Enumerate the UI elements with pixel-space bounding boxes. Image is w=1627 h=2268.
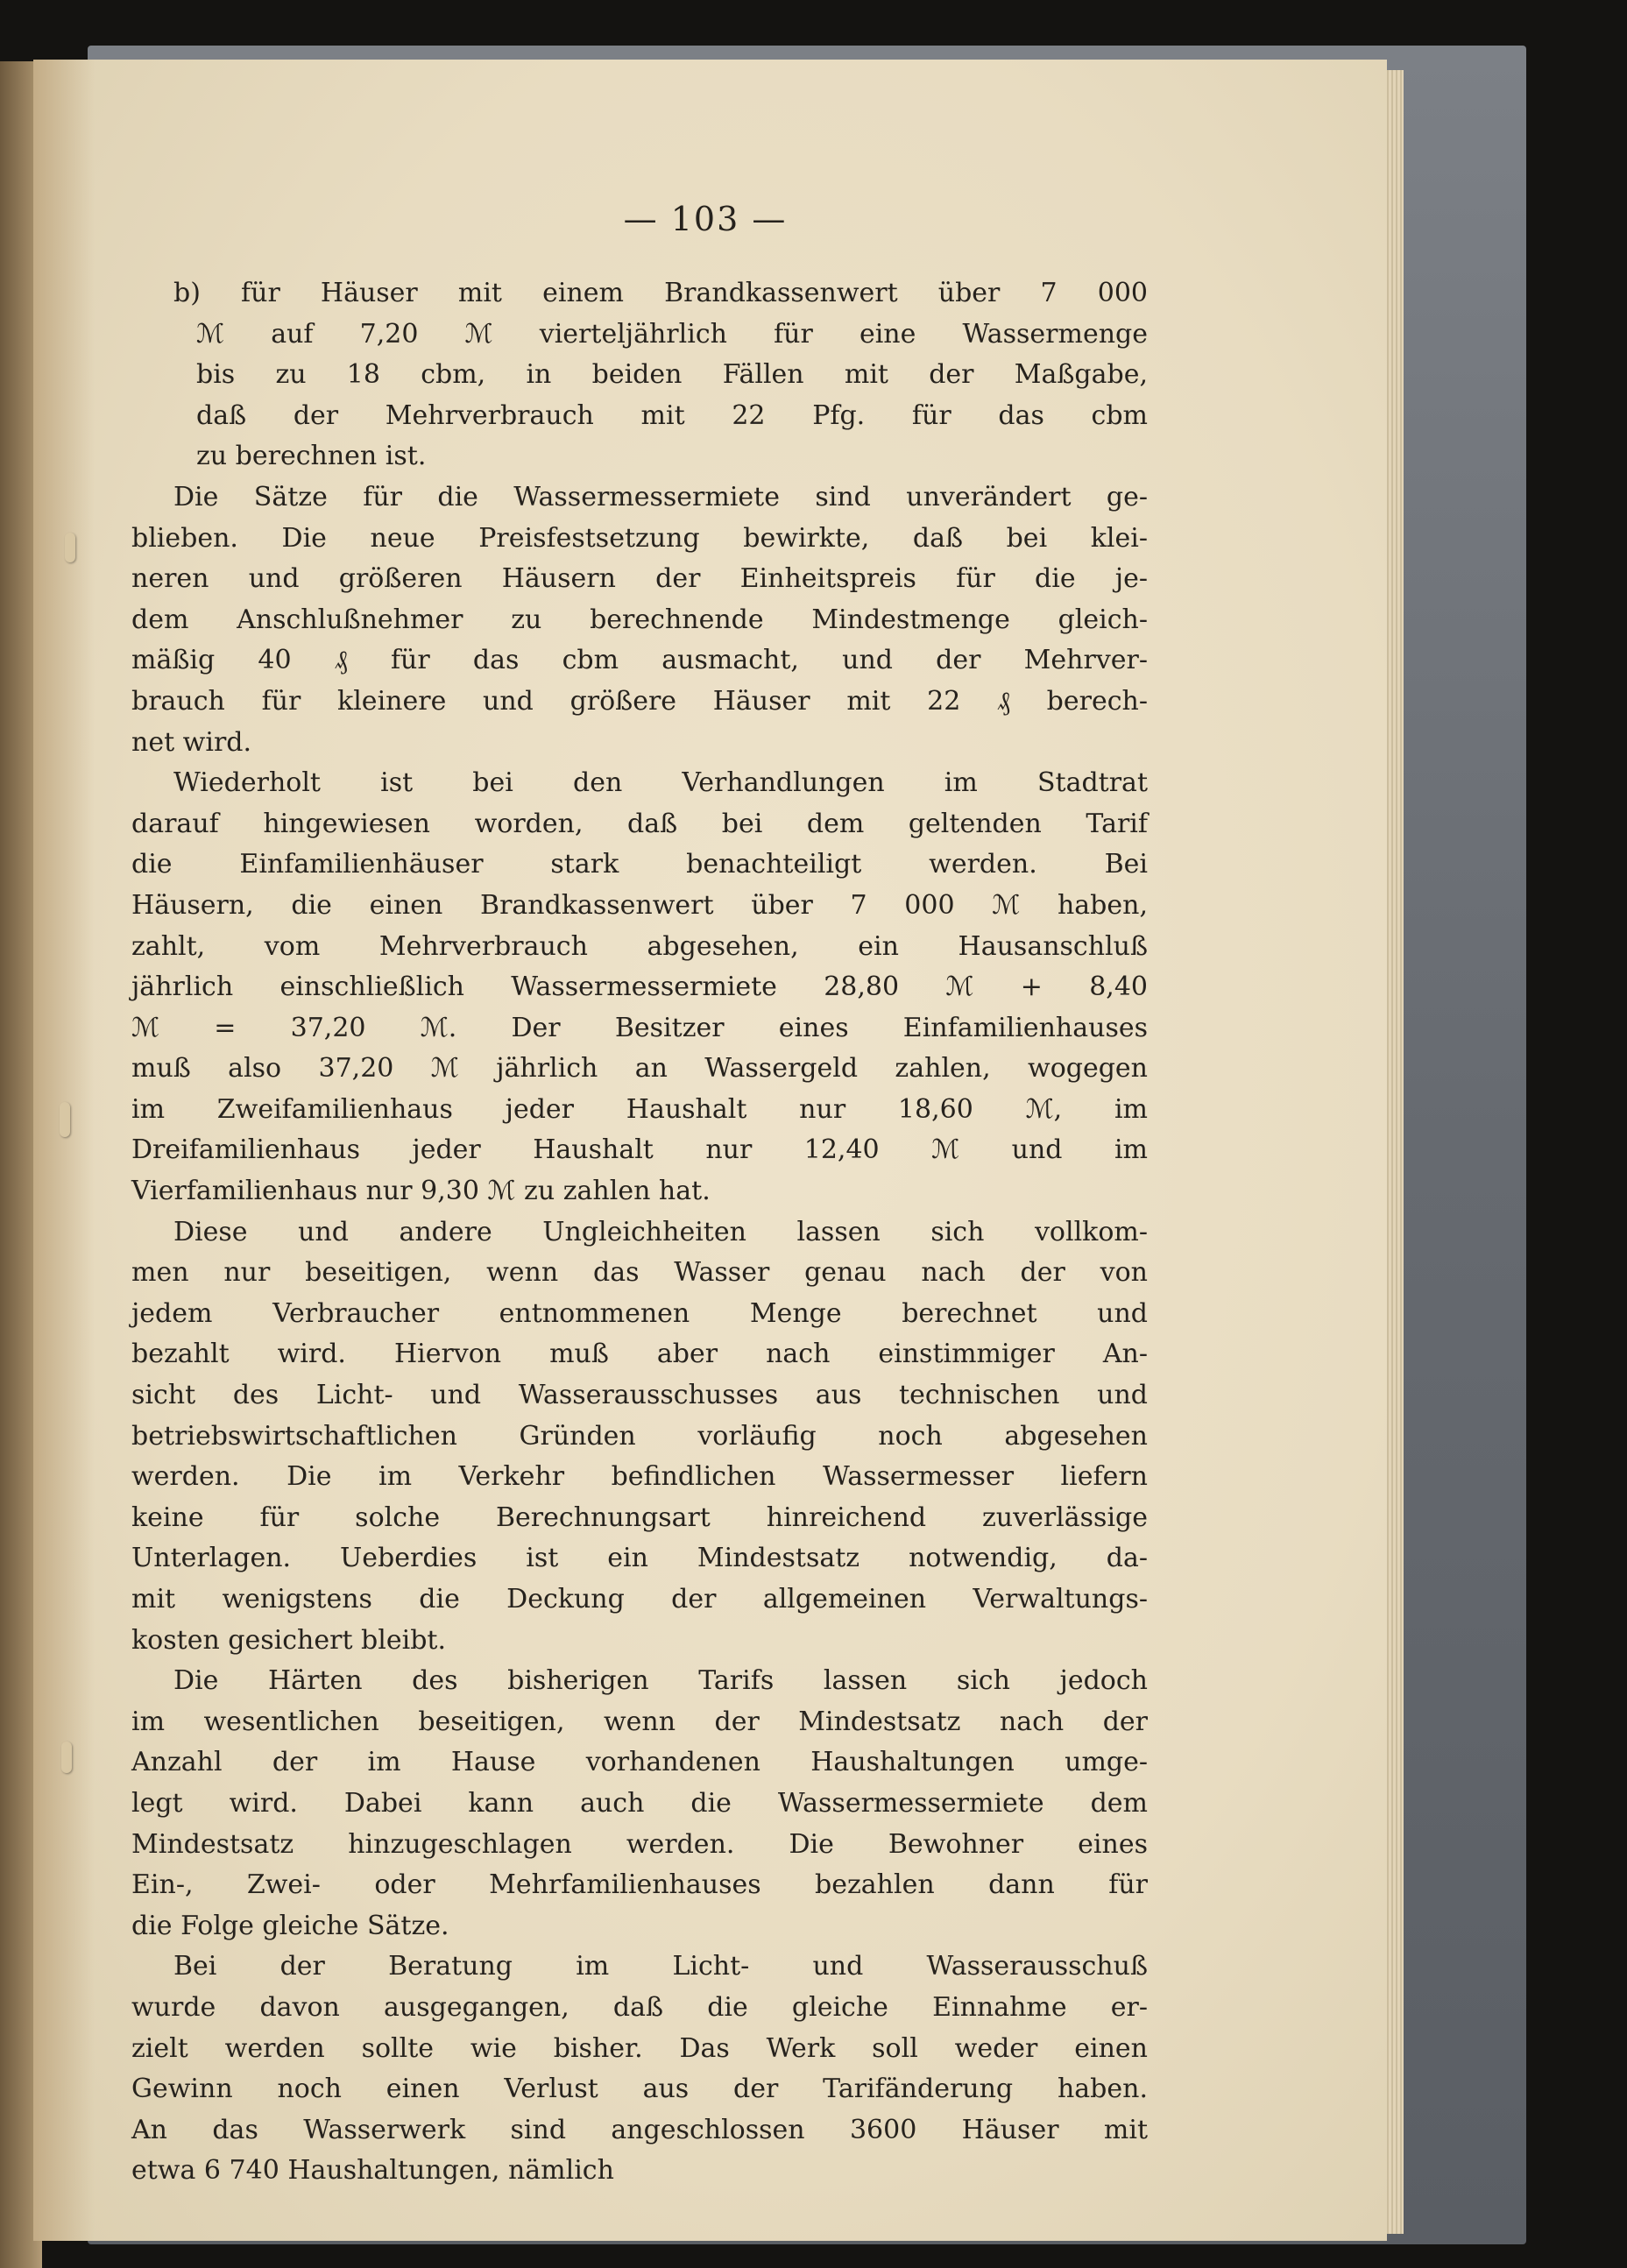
text-line: jedem Verbraucher entnommenen Menge berechnet und bbox=[131, 1297, 1148, 1329]
text-line: daß der Mehrverbrauch mit 22 Pfg. für das cbm bbox=[196, 399, 1148, 431]
paper-tab bbox=[61, 1742, 72, 1773]
paper-tab bbox=[65, 533, 75, 562]
text-line: bezahlt wird. Hiervon muß aber nach einstimmiger An- bbox=[131, 1339, 1148, 1370]
text-line: b) für Häuser mit einem Brandkassenwert über 7 000 bbox=[173, 278, 1148, 308]
text-line: zielt werden sollte wie bisher. Das Werk soll weder einen bbox=[131, 2032, 1148, 2064]
text-line: net wird. bbox=[131, 726, 252, 758]
text-line: Ein-, Zwei- oder Mehrfamilienhauses bezahlen dann für bbox=[131, 1869, 1148, 1901]
text-line: neren und größeren Häusern der Einheitspreis für die je- bbox=[131, 563, 1148, 595]
text-line: Unterlagen. Ueberdies ist ein Mindestsatz notwendig, da- bbox=[131, 1543, 1148, 1574]
text-line: die Einfamilienhäuser stark benachteiligt werden. Bei bbox=[131, 849, 1148, 880]
text-line: An das Wasserwerk sind angeschlossen 3600 Häuser mit bbox=[131, 2114, 1148, 2145]
text-line: keine für solche Berechnungsart hinreichend zuverlässige bbox=[131, 1501, 1148, 1533]
page-number: — 103 — bbox=[623, 200, 788, 238]
text-line: im wesentlichen beseitigen, wenn der Mindestsatz nach der bbox=[131, 1706, 1148, 1737]
body-text bbox=[131, 273, 1148, 2192]
text-line: muß also 37,20 ℳ jährlich an Wassergeld zahlen, wogegen bbox=[131, 1053, 1148, 1085]
text-line: legt wird. Dabei kann auch die Wassermessermiete dem bbox=[131, 1787, 1148, 1819]
text-line: betriebswirtschaftlichen Gründen vorläufig noch abgesehen bbox=[131, 1420, 1148, 1452]
page-gutter-shadow bbox=[33, 60, 95, 2241]
text-line: Dreifamilienhaus jeder Haushalt nur 12,40 ℳ und im bbox=[131, 1134, 1148, 1166]
text-line: die Folge gleiche Sätze. bbox=[131, 1910, 449, 1941]
text-line: blieben. Die neue Preisfestsetzung bewirkte, daß bei klei- bbox=[131, 522, 1148, 554]
page-text-block bbox=[131, 200, 1148, 2192]
text-line: kosten gesichert bleibt. bbox=[131, 1624, 447, 1656]
text-line: Wiederholt ist bei den Verhandlungen im Stadtrat bbox=[173, 767, 1148, 799]
text-line: jährlich einschließlich Wassermessermiete 28,80 ℳ + 8,40 bbox=[131, 971, 1148, 1003]
text-line: etwa 6 740 Haushaltungen, nämlich bbox=[131, 2155, 614, 2187]
text-line: Anzahl der im Hause vorhandenen Haushaltungen umge- bbox=[131, 1747, 1148, 1778]
text-line: brauch für kleinere und größere Häuser mit 22 ₰ berech- bbox=[131, 685, 1148, 717]
text-line: Diese und andere Ungleichheiten lassen sich vollkom- bbox=[173, 1216, 1148, 1247]
text-line: im Zweifamilienhaus jeder Haushalt nur 18,60 ℳ, im bbox=[131, 1093, 1148, 1125]
text-line: darauf hingewiesen worden, daß bei dem geltenden Tarif bbox=[131, 808, 1148, 839]
text-line: Häusern, die einen Brandkassenwert über 7 000 ℳ haben, bbox=[131, 889, 1148, 921]
text-line: werden. Die im Verkehr befindlichen Wassermesser liefern bbox=[131, 1461, 1148, 1493]
text-line: Die Härten des bisherigen Tarifs lassen sich jedoch bbox=[173, 1665, 1148, 1697]
text-line: ℳ = 37,20 ℳ. Der Besitzer eines Einfamilienhauses bbox=[131, 1012, 1148, 1043]
text-line: dem Anschlußnehmer zu berechnende Mindestmenge gleich- bbox=[131, 604, 1148, 635]
text-line: men nur beseitigen, wenn das Wasser genau nach der von bbox=[131, 1257, 1148, 1289]
text-line: Vierfamilienhaus nur 9,30 ℳ zu zahlen hat. bbox=[131, 1176, 711, 1207]
paper-tab bbox=[60, 1102, 70, 1137]
text-line: Mindestsatz hinzugeschlagen werden. Die Bewohner eines bbox=[131, 1828, 1148, 1860]
text-line: bis zu 18 cbm, in beiden Fällen mit der Maßgabe, bbox=[196, 359, 1148, 391]
text-line: sicht des Licht- und Wasserausschusses aus technischen und bbox=[131, 1380, 1148, 1411]
text-line: zahlt, vom Mehrverbrauch abgesehen, ein Hausanschluß bbox=[131, 930, 1148, 962]
text-line: zu berechnen ist. bbox=[196, 441, 427, 472]
text-line: Die Sätze für die Wassermessermiete sind unverändert ge- bbox=[173, 481, 1148, 512]
text-line: mäßig 40 ₰ für das cbm ausmacht, und der Mehrver- bbox=[131, 645, 1148, 676]
text-line: Gewinn noch einen Verlust aus der Tarifänderung haben. bbox=[131, 2074, 1148, 2105]
text-line: mit wenigstens die Deckung der allgemeinen Verwaltungs- bbox=[131, 1584, 1148, 1614]
text-line: wurde davon ausgegangen, daß die gleiche Einnahme er- bbox=[131, 1991, 1148, 2023]
text-line: Bei der Beratung im Licht- und Wasserausschuß bbox=[173, 1951, 1148, 1982]
text-line: ℳ auf 7,20 ℳ vierteljährlich für eine Wassermenge bbox=[196, 318, 1148, 350]
